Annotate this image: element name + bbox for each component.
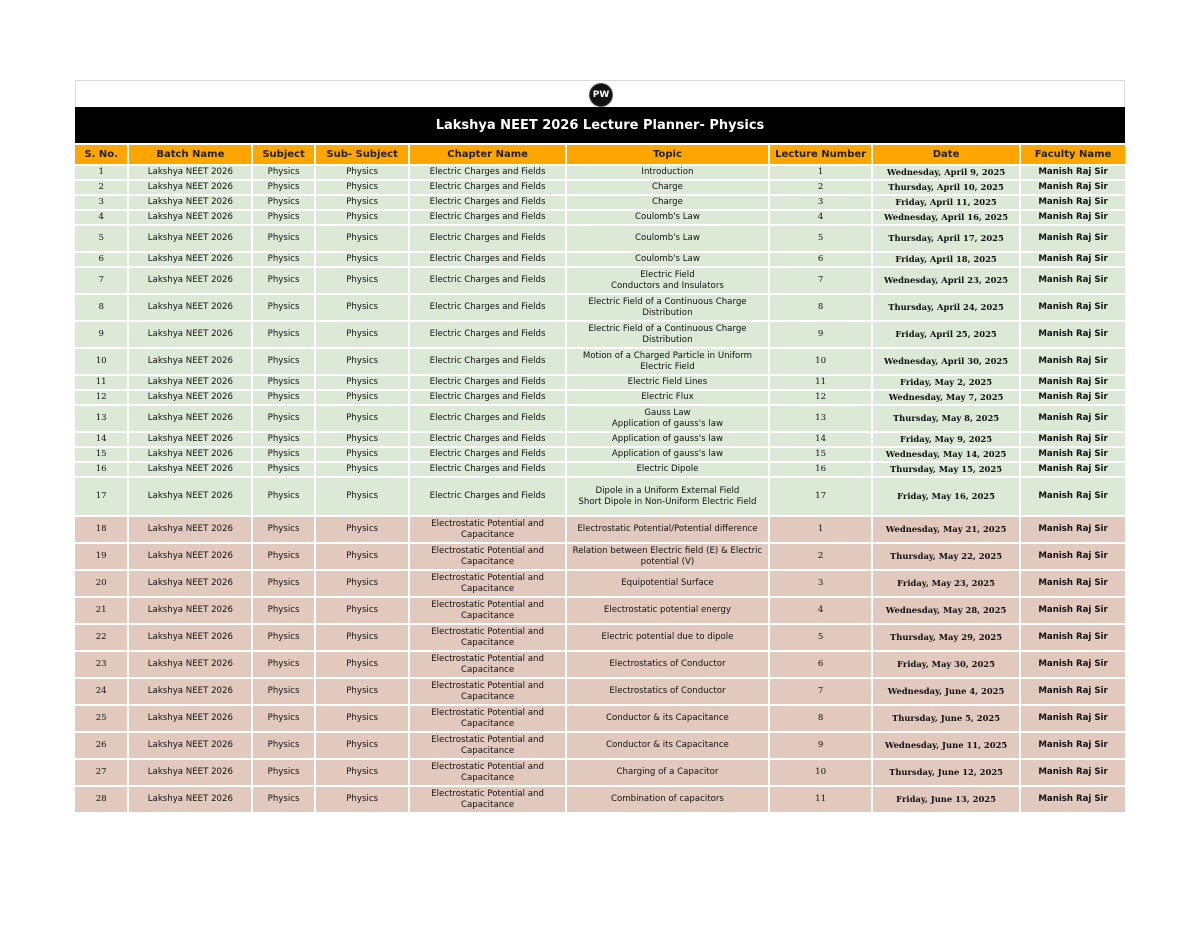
cell-faculty: Manish Raj Sir [1021, 598, 1125, 623]
cell-chapter: Electric Charges and Fields [410, 448, 564, 461]
cell-subject: Physics [253, 349, 313, 374]
cell-lecture-number: 2 [770, 181, 871, 194]
header-row [75, 145, 1125, 164]
cell-topic: Electric Dipole [567, 463, 769, 476]
cell-lecture-number: 3 [770, 571, 871, 596]
cell-sno: 20 [75, 571, 127, 596]
cell-batch: Lakshya NEET 2026 [129, 211, 251, 224]
cell-batch: Lakshya NEET 2026 [129, 253, 251, 266]
cell-batch: Lakshya NEET 2026 [129, 433, 251, 446]
cell-subject: Physics [253, 706, 313, 731]
table-row [75, 166, 1125, 179]
cell-date: Thursday, June 5, 2025 [873, 706, 1019, 731]
cell-sno: 16 [75, 463, 127, 476]
cell-subject: Physics [253, 295, 313, 320]
cell-faculty: Manish Raj Sir [1021, 295, 1125, 320]
cell-sub-subject: Physics [316, 181, 409, 194]
cell-sno: 12 [75, 391, 127, 404]
cell-batch: Lakshya NEET 2026 [129, 571, 251, 596]
cell-lecture-number: 1 [770, 166, 871, 179]
cell-chapter: Electric Charges and Fields [410, 211, 564, 224]
cell-lecture-number: 6 [770, 652, 871, 677]
table-row [75, 733, 1125, 758]
cell-date: Friday, April 25, 2025 [873, 322, 1019, 347]
cell-topic: Charging of a Capacitor [567, 760, 769, 785]
cell-faculty: Manish Raj Sir [1021, 448, 1125, 461]
table-row [75, 706, 1125, 731]
cell-sub-subject: Physics [316, 376, 409, 389]
cell-date: Thursday, April 17, 2025 [873, 226, 1019, 251]
cell-lecture-number: 8 [770, 295, 871, 320]
cell-subject: Physics [253, 463, 313, 476]
cell-topic: Electric potential due to dipole [567, 625, 769, 650]
cell-sno: 27 [75, 760, 127, 785]
cell-sub-subject: Physics [316, 463, 409, 476]
cell-sno: 22 [75, 625, 127, 650]
cell-date: Wednesday, April 23, 2025 [873, 268, 1019, 293]
cell-faculty: Manish Raj Sir [1021, 376, 1125, 389]
cell-chapter: Electrostatic Potential and Capacitance [410, 652, 564, 677]
cell-chapter: Electric Charges and Fields [410, 376, 564, 389]
cell-lecture-number: 14 [770, 433, 871, 446]
cell-subject: Physics [253, 268, 313, 293]
cell-faculty: Manish Raj Sir [1021, 760, 1125, 785]
cell-subject: Physics [253, 733, 313, 758]
cell-sub-subject: Physics [316, 268, 409, 293]
cell-subject: Physics [253, 406, 313, 431]
cell-lecture-number: 5 [770, 625, 871, 650]
table-row [75, 652, 1125, 677]
cell-sno: 11 [75, 376, 127, 389]
cell-sub-subject: Physics [316, 625, 409, 650]
cell-faculty: Manish Raj Sir [1021, 268, 1125, 293]
cell-sub-subject: Physics [316, 253, 409, 266]
pw-logo: PW [589, 83, 613, 107]
cell-topic: Charge [567, 181, 769, 194]
table-row [75, 478, 1125, 515]
cell-chapter: Electric Charges and Fields [410, 181, 564, 194]
col-faculty: Faculty Name [1021, 145, 1125, 164]
cell-batch: Lakshya NEET 2026 [129, 166, 251, 179]
cell-subject: Physics [253, 376, 313, 389]
cell-subject: Physics [253, 211, 313, 224]
cell-lecture-number: 6 [770, 253, 871, 266]
table-row [75, 322, 1125, 347]
cell-date: Friday, April 11, 2025 [873, 196, 1019, 209]
cell-batch: Lakshya NEET 2026 [129, 448, 251, 461]
cell-faculty: Manish Raj Sir [1021, 253, 1125, 266]
cell-batch: Lakshya NEET 2026 [129, 787, 251, 812]
cell-topic: Coulomb's Law [567, 211, 769, 224]
col-topic: Topic [567, 145, 769, 164]
cell-faculty: Manish Raj Sir [1021, 625, 1125, 650]
cell-faculty: Manish Raj Sir [1021, 322, 1125, 347]
cell-chapter: Electrostatic Potential and Capacitance [410, 625, 564, 650]
cell-batch: Lakshya NEET 2026 [129, 406, 251, 431]
cell-topic: Electric Field Conductors and Insulators [567, 268, 769, 293]
cell-date: Friday, May 23, 2025 [873, 571, 1019, 596]
cell-date: Wednesday, June 11, 2025 [873, 733, 1019, 758]
cell-topic: Electric Field Lines [567, 376, 769, 389]
cell-batch: Lakshya NEET 2026 [129, 181, 251, 194]
cell-chapter: Electrostatic Potential and Capacitance [410, 598, 564, 623]
cell-sno: 2 [75, 181, 127, 194]
cell-lecture-number: 15 [770, 448, 871, 461]
col-batch: Batch Name [129, 145, 251, 164]
cell-chapter: Electric Charges and Fields [410, 196, 564, 209]
cell-subject: Physics [253, 448, 313, 461]
cell-topic: Electric Field of a Continuous Charge Distribution [567, 295, 769, 320]
cell-sub-subject: Physics [316, 571, 409, 596]
cell-date: Thursday, June 12, 2025 [873, 760, 1019, 785]
table-row [75, 787, 1125, 812]
cell-lecture-number: 5 [770, 226, 871, 251]
cell-date: Friday, June 13, 2025 [873, 787, 1019, 812]
cell-faculty: Manish Raj Sir [1021, 706, 1125, 731]
cell-sno: 26 [75, 733, 127, 758]
cell-chapter: Electrostatic Potential and Capacitance [410, 760, 564, 785]
cell-faculty: Manish Raj Sir [1021, 181, 1125, 194]
logo-row [75, 80, 1125, 107]
cell-chapter: Electric Charges and Fields [410, 406, 564, 431]
cell-faculty: Manish Raj Sir [1021, 433, 1125, 446]
cell-sno: 1 [75, 166, 127, 179]
cell-topic: Dipole in a Uniform External Field Short Dipole in Non-Uniform Electric Field [567, 478, 769, 515]
cell-date: Wednesday, April 16, 2025 [873, 211, 1019, 224]
col-subject: Subject [253, 145, 313, 164]
col-sno: S. No. [75, 145, 127, 164]
cell-date: Wednesday, June 4, 2025 [873, 679, 1019, 704]
cell-date: Thursday, May 29, 2025 [873, 625, 1019, 650]
cell-subject: Physics [253, 226, 313, 251]
cell-chapter: Electric Charges and Fields [410, 478, 564, 515]
cell-sno: 14 [75, 433, 127, 446]
table-row [75, 349, 1125, 374]
cell-sno: 24 [75, 679, 127, 704]
cell-sub-subject: Physics [316, 211, 409, 224]
cell-sub-subject: Physics [316, 226, 409, 251]
cell-faculty: Manish Raj Sir [1021, 517, 1125, 542]
cell-sub-subject: Physics [316, 295, 409, 320]
cell-topic: Gauss Law Application of gauss's law [567, 406, 769, 431]
cell-subject: Physics [253, 760, 313, 785]
cell-lecture-number: 11 [770, 376, 871, 389]
cell-faculty: Manish Raj Sir [1021, 652, 1125, 677]
cell-topic: Electric Field of a Continuous Charge Distribution [567, 322, 769, 347]
cell-sub-subject: Physics [316, 322, 409, 347]
cell-faculty: Manish Raj Sir [1021, 406, 1125, 431]
cell-subject: Physics [253, 253, 313, 266]
table-row [75, 625, 1125, 650]
cell-topic: Introduction [567, 166, 769, 179]
cell-lecture-number: 8 [770, 706, 871, 731]
table-row [75, 598, 1125, 623]
cell-subject: Physics [253, 391, 313, 404]
cell-lecture-number: 4 [770, 598, 871, 623]
cell-batch: Lakshya NEET 2026 [129, 322, 251, 347]
table-row [75, 391, 1125, 404]
cell-sno: 9 [75, 322, 127, 347]
cell-date: Friday, May 2, 2025 [873, 376, 1019, 389]
table-row [75, 760, 1125, 785]
cell-chapter: Electrostatic Potential and Capacitance [410, 733, 564, 758]
cell-topic: Motion of a Charged Particle in Uniform Electric Field [567, 349, 769, 374]
table-row [75, 406, 1125, 431]
col-chapter: Chapter Name [410, 145, 564, 164]
cell-batch: Lakshya NEET 2026 [129, 706, 251, 731]
cell-chapter: Electrostatic Potential and Capacitance [410, 679, 564, 704]
cell-sub-subject: Physics [316, 448, 409, 461]
cell-date: Thursday, April 24, 2025 [873, 295, 1019, 320]
cell-date: Thursday, May 22, 2025 [873, 544, 1019, 569]
cell-faculty: Manish Raj Sir [1021, 544, 1125, 569]
cell-topic: Electrostatic Potential/Potential difference [567, 517, 769, 542]
col-lecture-number: Lecture Number [770, 145, 871, 164]
cell-date: Thursday, April 10, 2025 [873, 181, 1019, 194]
cell-sub-subject: Physics [316, 760, 409, 785]
cell-sno: 3 [75, 196, 127, 209]
col-sub-subject: Sub- Subject [316, 145, 409, 164]
cell-date: Thursday, May 8, 2025 [873, 406, 1019, 431]
table-row [75, 571, 1125, 596]
cell-batch: Lakshya NEET 2026 [129, 544, 251, 569]
cell-batch: Lakshya NEET 2026 [129, 196, 251, 209]
cell-sub-subject: Physics [316, 166, 409, 179]
cell-lecture-number: 16 [770, 463, 871, 476]
cell-lecture-number: 7 [770, 268, 871, 293]
cell-lecture-number: 7 [770, 679, 871, 704]
cell-sub-subject: Physics [316, 679, 409, 704]
cell-date: Wednesday, May 14, 2025 [873, 448, 1019, 461]
cell-sno: 4 [75, 211, 127, 224]
cell-subject: Physics [253, 625, 313, 650]
cell-faculty: Manish Raj Sir [1021, 211, 1125, 224]
cell-faculty: Manish Raj Sir [1021, 463, 1125, 476]
col-date: Date [873, 145, 1019, 164]
cell-sno: 15 [75, 448, 127, 461]
cell-date: Wednesday, April 30, 2025 [873, 349, 1019, 374]
cell-batch: Lakshya NEET 2026 [129, 463, 251, 476]
cell-faculty: Manish Raj Sir [1021, 166, 1125, 179]
cell-sub-subject: Physics [316, 433, 409, 446]
cell-chapter: Electric Charges and Fields [410, 268, 564, 293]
cell-date: Friday, April 18, 2025 [873, 253, 1019, 266]
cell-subject: Physics [253, 787, 313, 812]
cell-date: Thursday, May 15, 2025 [873, 463, 1019, 476]
cell-sno: 21 [75, 598, 127, 623]
cell-sub-subject: Physics [316, 349, 409, 374]
cell-date: Wednesday, April 9, 2025 [873, 166, 1019, 179]
cell-topic: Application of gauss's law [567, 448, 769, 461]
table-row [75, 544, 1125, 569]
cell-subject: Physics [253, 544, 313, 569]
cell-chapter: Electric Charges and Fields [410, 322, 564, 347]
cell-sub-subject: Physics [316, 517, 409, 542]
cell-chapter: Electric Charges and Fields [410, 349, 564, 374]
cell-sno: 23 [75, 652, 127, 677]
cell-chapter: Electric Charges and Fields [410, 253, 564, 266]
cell-date: Wednesday, May 28, 2025 [873, 598, 1019, 623]
cell-batch: Lakshya NEET 2026 [129, 760, 251, 785]
cell-batch: Lakshya NEET 2026 [129, 679, 251, 704]
cell-topic: Electrostatic potential energy [567, 598, 769, 623]
cell-sub-subject: Physics [316, 652, 409, 677]
cell-sub-subject: Physics [316, 406, 409, 431]
cell-topic: Charge [567, 196, 769, 209]
cell-lecture-number: 1 [770, 517, 871, 542]
cell-lecture-number: 10 [770, 760, 871, 785]
cell-lecture-number: 17 [770, 478, 871, 515]
cell-chapter: Electrostatic Potential and Capacitance [410, 571, 564, 596]
table-row [75, 376, 1125, 389]
cell-date: Friday, May 16, 2025 [873, 478, 1019, 515]
cell-batch: Lakshya NEET 2026 [129, 226, 251, 251]
cell-batch: Lakshya NEET 2026 [129, 349, 251, 374]
cell-lecture-number: 3 [770, 196, 871, 209]
cell-topic: Conductor & its Capacitance [567, 733, 769, 758]
cell-topic: Conductor & its Capacitance [567, 706, 769, 731]
cell-sno: 25 [75, 706, 127, 731]
cell-date: Wednesday, May 21, 2025 [873, 517, 1019, 542]
lecture-planner-sheet [75, 80, 1125, 814]
cell-sub-subject: Physics [316, 706, 409, 731]
cell-chapter: Electric Charges and Fields [410, 433, 564, 446]
cell-subject: Physics [253, 571, 313, 596]
table-row [75, 463, 1125, 476]
cell-chapter: Electrostatic Potential and Capacitance [410, 544, 564, 569]
cell-chapter: Electric Charges and Fields [410, 226, 564, 251]
table-row [75, 433, 1125, 446]
cell-topic: Relation between Electric field (E) & Electric potential (V) [567, 544, 769, 569]
cell-subject: Physics [253, 433, 313, 446]
cell-subject: Physics [253, 652, 313, 677]
table-body [75, 166, 1125, 812]
page-title: Lakshya NEET 2026 Lecture Planner- Physics [75, 107, 1125, 143]
cell-sno: 18 [75, 517, 127, 542]
cell-faculty: Manish Raj Sir [1021, 571, 1125, 596]
table-row [75, 517, 1125, 542]
lecture-table [73, 143, 1127, 814]
table-row [75, 295, 1125, 320]
cell-chapter: Electrostatic Potential and Capacitance [410, 787, 564, 812]
cell-sno: 28 [75, 787, 127, 812]
cell-date: Friday, May 9, 2025 [873, 433, 1019, 446]
cell-date: Wednesday, May 7, 2025 [873, 391, 1019, 404]
cell-sub-subject: Physics [316, 196, 409, 209]
table-row [75, 181, 1125, 194]
cell-faculty: Manish Raj Sir [1021, 196, 1125, 209]
cell-lecture-number: 11 [770, 787, 871, 812]
cell-batch: Lakshya NEET 2026 [129, 295, 251, 320]
cell-topic: Combination of capacitors [567, 787, 769, 812]
cell-subject: Physics [253, 598, 313, 623]
cell-batch: Lakshya NEET 2026 [129, 652, 251, 677]
cell-chapter: Electric Charges and Fields [410, 391, 564, 404]
cell-sno: 6 [75, 253, 127, 266]
cell-batch: Lakshya NEET 2026 [129, 268, 251, 293]
cell-chapter: Electric Charges and Fields [410, 166, 564, 179]
table-row [75, 211, 1125, 224]
cell-sub-subject: Physics [316, 391, 409, 404]
cell-topic: Coulomb's Law [567, 253, 769, 266]
cell-sno: 5 [75, 226, 127, 251]
cell-lecture-number: 9 [770, 322, 871, 347]
cell-batch: Lakshya NEET 2026 [129, 376, 251, 389]
cell-batch: Lakshya NEET 2026 [129, 625, 251, 650]
cell-topic: Equipotential Surface [567, 571, 769, 596]
cell-sno: 17 [75, 478, 127, 515]
cell-chapter: Electrostatic Potential and Capacitance [410, 517, 564, 542]
cell-sno: 19 [75, 544, 127, 569]
cell-topic: Electric Flux [567, 391, 769, 404]
cell-sno: 7 [75, 268, 127, 293]
cell-chapter: Electric Charges and Fields [410, 463, 564, 476]
cell-lecture-number: 13 [770, 406, 871, 431]
cell-batch: Lakshya NEET 2026 [129, 733, 251, 758]
cell-sno: 13 [75, 406, 127, 431]
cell-subject: Physics [253, 322, 313, 347]
table-row [75, 448, 1125, 461]
table-row [75, 679, 1125, 704]
cell-subject: Physics [253, 478, 313, 515]
cell-batch: Lakshya NEET 2026 [129, 478, 251, 515]
cell-faculty: Manish Raj Sir [1021, 478, 1125, 515]
cell-sub-subject: Physics [316, 733, 409, 758]
cell-topic: Coulomb's Law [567, 226, 769, 251]
cell-sno: 10 [75, 349, 127, 374]
cell-subject: Physics [253, 517, 313, 542]
cell-faculty: Manish Raj Sir [1021, 679, 1125, 704]
cell-chapter: Electric Charges and Fields [410, 295, 564, 320]
table-row [75, 268, 1125, 293]
cell-lecture-number: 4 [770, 211, 871, 224]
cell-sub-subject: Physics [316, 544, 409, 569]
cell-chapter: Electrostatic Potential and Capacitance [410, 706, 564, 731]
cell-lecture-number: 9 [770, 733, 871, 758]
cell-faculty: Manish Raj Sir [1021, 226, 1125, 251]
cell-batch: Lakshya NEET 2026 [129, 598, 251, 623]
cell-date: Friday, May 30, 2025 [873, 652, 1019, 677]
cell-faculty: Manish Raj Sir [1021, 787, 1125, 812]
cell-subject: Physics [253, 679, 313, 704]
cell-topic: Application of gauss's law [567, 433, 769, 446]
cell-topic: Electrostatics of Conductor [567, 652, 769, 677]
cell-sub-subject: Physics [316, 478, 409, 515]
cell-lecture-number: 2 [770, 544, 871, 569]
cell-batch: Lakshya NEET 2026 [129, 391, 251, 404]
table-row [75, 226, 1125, 251]
cell-subject: Physics [253, 196, 313, 209]
cell-subject: Physics [253, 166, 313, 179]
cell-sno: 8 [75, 295, 127, 320]
cell-sub-subject: Physics [316, 598, 409, 623]
cell-batch: Lakshya NEET 2026 [129, 517, 251, 542]
cell-lecture-number: 12 [770, 391, 871, 404]
cell-faculty: Manish Raj Sir [1021, 733, 1125, 758]
cell-lecture-number: 10 [770, 349, 871, 374]
cell-topic: Electrostatics of Conductor [567, 679, 769, 704]
table-row [75, 196, 1125, 209]
table-row [75, 253, 1125, 266]
cell-subject: Physics [253, 181, 313, 194]
cell-faculty: Manish Raj Sir [1021, 391, 1125, 404]
cell-faculty: Manish Raj Sir [1021, 349, 1125, 374]
cell-sub-subject: Physics [316, 787, 409, 812]
